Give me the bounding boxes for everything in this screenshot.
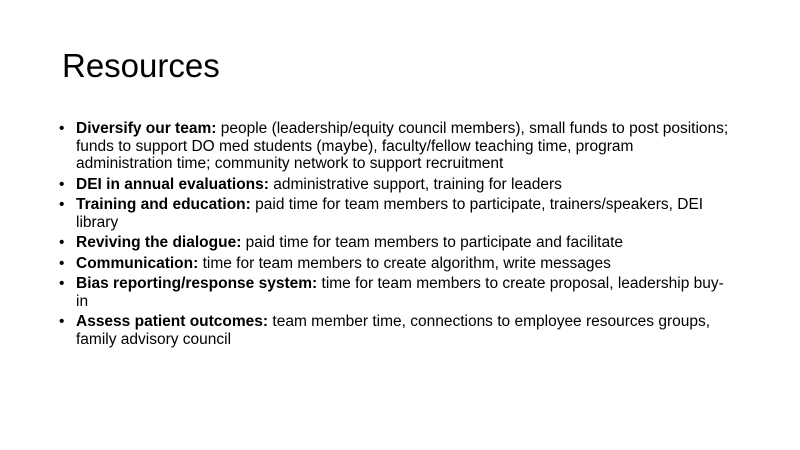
bullet-marker: •	[59, 234, 65, 251]
bullet-marker: •	[59, 275, 65, 292]
bullet-heading: DEI in annual evaluations:	[76, 175, 269, 193]
bullet-item-training-education	[58, 196, 730, 231]
bullet-item-bias-reporting	[58, 275, 730, 310]
bullet-heading: Reviving the dialogue:	[76, 234, 242, 251]
bullet-marker: •	[59, 313, 65, 330]
bullet-marker: •	[59, 254, 65, 272]
bullet-text: time for team members to create algorithm, write messages	[198, 254, 611, 272]
bullet-text: paid time for team members to participate and facilitate	[241, 234, 624, 251]
bullet-heading: Diversify our team:	[76, 120, 217, 137]
bullet-item-dei-evaluations	[58, 176, 730, 194]
bullet-list	[58, 120, 730, 351]
bullet-text: time for team members to create proposal, leadership buy-in	[76, 275, 724, 310]
bullet-text: people (leadership/equity council members), small funds to post positions; funds to support DO med students (maybe), faculty/fellow teaching time, program administration time; community network to support recruitment	[76, 120, 729, 172]
bullet-marker: •	[59, 175, 65, 193]
bullet-text: administrative support, training for leaders	[268, 175, 562, 193]
bullet-heading: Communication:	[76, 254, 199, 272]
bullet-text: team member time, connections to employee resources groups, family advisory council	[76, 313, 711, 348]
bullet-item-patient-outcomes	[58, 313, 730, 348]
bullet-item-reviving-dialogue	[58, 234, 730, 252]
bullet-text: paid time for team members to participate, trainers/speakers, DEI library	[76, 196, 704, 231]
slide-title: Resources	[62, 47, 220, 84]
bullet-heading: Assess patient outcomes:	[76, 313, 269, 330]
bullet-marker: •	[59, 120, 65, 137]
bullet-marker: •	[59, 196, 65, 213]
bullet-item-diversify-team	[58, 120, 730, 173]
bullet-heading: Training and education:	[76, 196, 251, 213]
bullet-item-communication	[58, 255, 730, 273]
bullet-heading: Bias reporting/response system:	[76, 275, 318, 292]
